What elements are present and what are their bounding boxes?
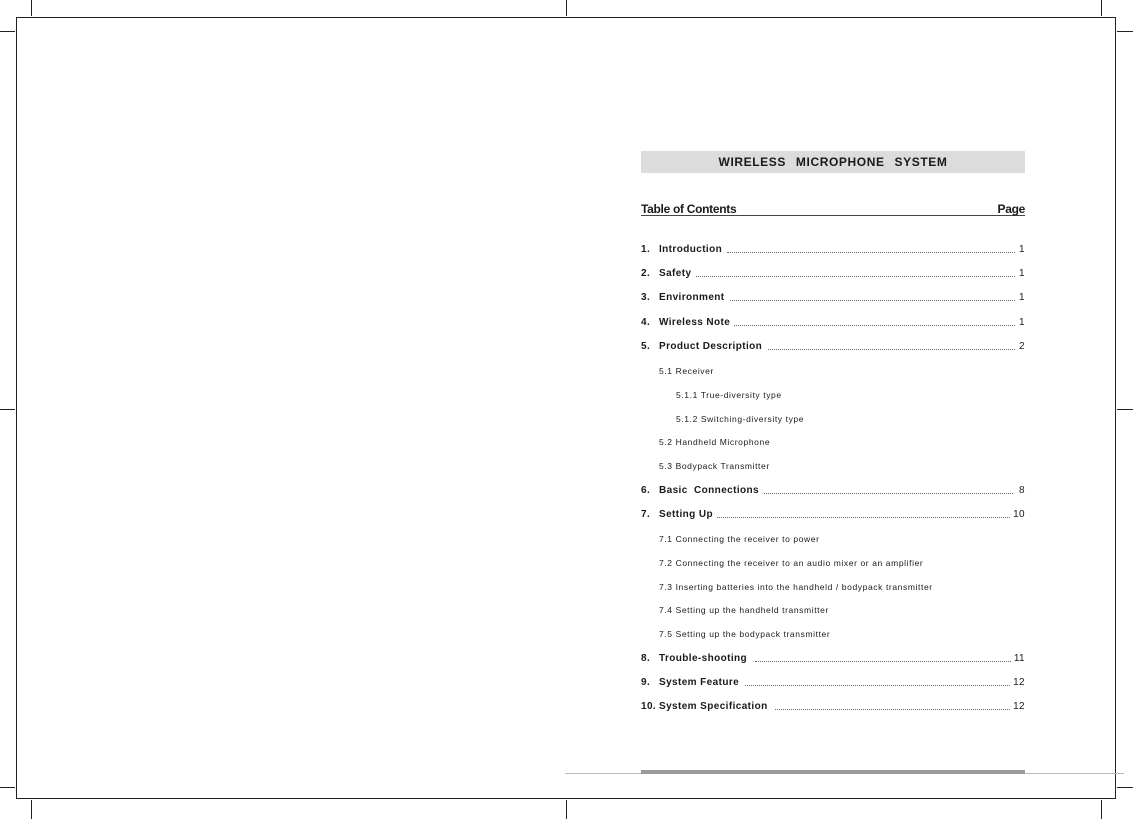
toc-number: 3.: [641, 292, 651, 303]
toc-label: Trouble-shooting: [659, 653, 748, 664]
toc-page: 1: [1019, 317, 1025, 328]
crop-mark: [1117, 787, 1133, 788]
leader-dots: [696, 276, 1015, 277]
toc-subentry[interactable]: 7.4 Setting up the handheld transmitter: [659, 605, 829, 615]
toc-subentry[interactable]: 5.1.2 Switching-diversity type: [676, 414, 805, 424]
toc-label: Safety: [659, 268, 692, 279]
toc-page: 8: [1019, 485, 1025, 496]
toc-number: 4.: [641, 317, 651, 328]
toc-entry-system-feature[interactable]: [641, 677, 1025, 691]
crop-mark: [31, 800, 32, 819]
toc-number: 7.: [641, 509, 651, 520]
toc-subentry[interactable]: 7.5 Setting up the bodypack transmitter: [659, 629, 831, 639]
toc-page: 1: [1019, 292, 1025, 303]
toc-page: 10: [1013, 509, 1025, 520]
toc-number: 2.: [641, 268, 651, 279]
toc-page: 1: [1019, 244, 1025, 255]
toc-header: [641, 202, 1025, 216]
toc-number: 5.: [641, 341, 651, 352]
crop-mark: [0, 31, 15, 32]
crop-mark: [1117, 409, 1133, 410]
leader-dots: [727, 252, 1015, 253]
toc-subentry[interactable]: 7.1 Connecting the receiver to power: [659, 534, 820, 544]
toc-entry-product-description[interactable]: [641, 341, 1025, 355]
toc-label: Wireless Note: [659, 317, 731, 328]
crop-mark: [566, 0, 567, 16]
toc-number: 10.: [641, 701, 657, 712]
toc-page: 11: [1013, 653, 1025, 664]
toc-entry-environment[interactable]: [641, 292, 1025, 306]
page-heading: Page: [997, 202, 1025, 216]
leader-dots: [734, 325, 1015, 326]
toc-entry-basic-connections[interactable]: [641, 485, 1025, 499]
toc-entry-wireless-note[interactable]: [641, 317, 1025, 331]
toc-label: Basic Connections: [659, 485, 759, 496]
crop-mark: [31, 0, 32, 16]
toc-entry-safety[interactable]: [641, 268, 1025, 282]
toc-label: Introduction: [659, 244, 723, 255]
toc-subentry[interactable]: 7.2 Connecting the receiver to an audio mixer or an amplifier: [659, 558, 924, 568]
crop-mark: [0, 409, 15, 410]
toc-entry-trouble-shooting[interactable]: [641, 653, 1025, 667]
leader-dots: [717, 517, 1010, 518]
leader-dots: [730, 300, 1015, 301]
leader-dots: [768, 349, 1015, 350]
toc-entry-setting-up[interactable]: [641, 509, 1025, 523]
toc-page: 2: [1019, 341, 1025, 352]
document-title: WIRELESS MICROPHONE SYSTEM: [641, 151, 1025, 173]
crop-mark: [1101, 0, 1102, 16]
toc-subentry[interactable]: 5.1 Receiver: [659, 366, 714, 376]
toc-subentry[interactable]: 5.1.1 True-diversity type: [676, 390, 782, 400]
toc-label: Setting Up: [659, 509, 713, 520]
toc-page: 12: [1013, 677, 1025, 688]
crop-mark: [566, 800, 567, 819]
leader-dots: [764, 493, 1013, 494]
toc-label: Environment: [659, 292, 725, 303]
toc-label: Product Description: [659, 341, 763, 352]
leader-dots: [775, 709, 1010, 710]
toc-label: System Specification: [659, 701, 768, 712]
toc-label: System Feature: [659, 677, 740, 688]
toc-number: 1.: [641, 244, 651, 255]
leader-dots: [755, 661, 1011, 662]
crop-mark: [0, 787, 15, 788]
toc-subentry[interactable]: 7.3 Inserting batteries into the handheld / bodypack transmitter: [659, 582, 933, 592]
toc-heading: Table of Contents: [641, 202, 737, 216]
toc-entry-introduction[interactable]: [641, 244, 1025, 258]
leader-dots: [745, 685, 1010, 686]
toc-number: 8.: [641, 653, 651, 664]
toc-subentry[interactable]: 5.3 Bodypack Transmitter: [659, 461, 770, 471]
toc-number: 6.: [641, 485, 651, 496]
toc-number: 9.: [641, 677, 651, 688]
toc-page: 12: [1013, 701, 1025, 712]
toc-page: 1: [1019, 268, 1025, 279]
footer-bar: [641, 770, 1025, 774]
toc-subentry[interactable]: 5.2 Handheld Microphone: [659, 437, 771, 447]
toc-entry-system-specification[interactable]: [641, 701, 1025, 715]
crop-mark: [1117, 31, 1133, 32]
crop-mark: [1101, 800, 1102, 819]
